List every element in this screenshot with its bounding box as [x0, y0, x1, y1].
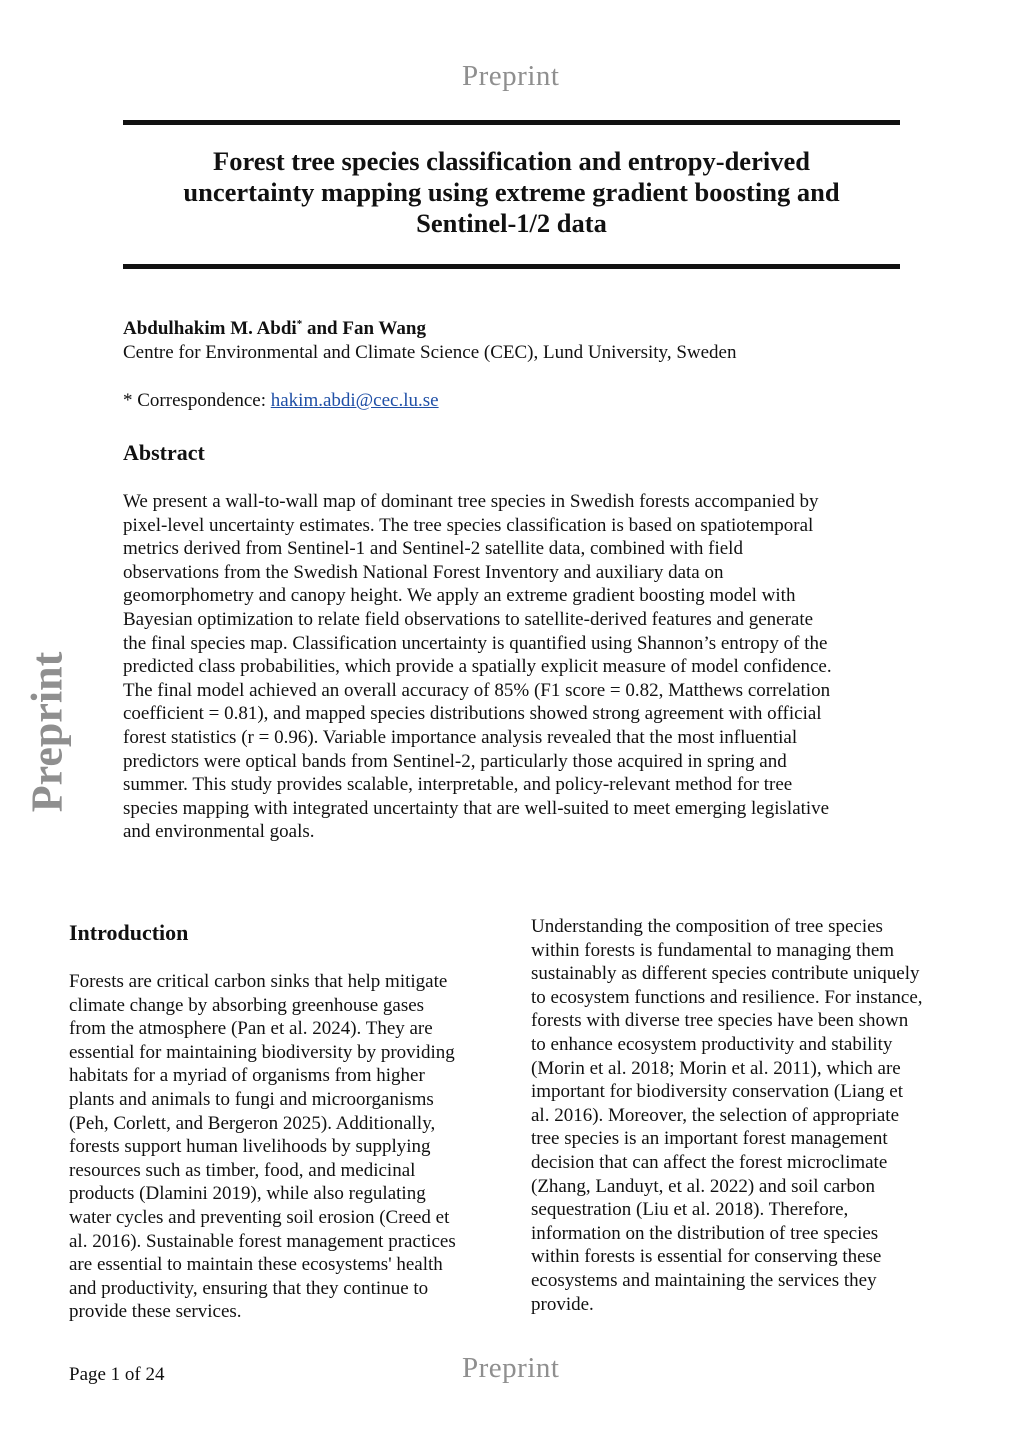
abstract-line: We present a wall-to-wall map of dominant tree species in Swedish forests accompanied by: [123, 491, 819, 512]
introduction-line: (Zhang, Landuyt, et al. 2022) and soil carbon: [531, 1175, 876, 1197]
paper-title-line: Sentinel-1/2 data: [416, 208, 607, 238]
introduction-line: and productivity, ensuring that they continue to: [69, 1277, 429, 1299]
introduction-line: (Morin et al. 2018; Morin et al. 2011), which are: [531, 1057, 901, 1079]
introduction-line: climate change by absorbing greenhouse gases: [69, 994, 425, 1016]
abstract-line: the final species map. Classification uncertainty is quantified using Shannon’s entropy of the: [123, 632, 828, 654]
abstract-body: [123, 490, 908, 844]
footer-watermark: Preprint: [462, 1352, 560, 1384]
affiliation: Centre for Environmental and Climate Science (CEC), Lund University, Sweden: [123, 342, 737, 363]
bottom-rule: [123, 264, 900, 269]
abstract-line: Bayesian optimization to relate field observations to satellite-derived features and generate: [123, 608, 814, 630]
side-watermark: Preprint: [22, 651, 72, 813]
introduction-line: products (Dlamini 2019), while also regulating: [69, 1183, 426, 1205]
introduction-line: al. 2016). Sustainable forest management practices: [69, 1230, 456, 1252]
introduction-line: habitats for a myriad of organisms from higher: [69, 1065, 425, 1087]
introduction-line: water cycles and preventing soil erosion (Creed et: [69, 1206, 450, 1228]
introduction-line: forests support human livelihoods by supplying: [69, 1136, 431, 1158]
introduction-line: from the atmosphere (Pan et al. 2024). They are: [69, 1018, 433, 1040]
correspondence-label: * Correspondence:: [123, 390, 271, 411]
header-watermark: Preprint: [462, 60, 560, 92]
introduction-line: forests with diverse tree species have been shown: [531, 1010, 909, 1032]
introduction-line: important for biodiversity conservation (Liang et: [531, 1081, 903, 1103]
corresponding-marker: *: [296, 318, 303, 330]
abstract-line: predicted class probabilities, which provide a spatially explicit measure of model confidence.: [123, 656, 832, 678]
author-name-abdi: Abdulhakim M. Abdi: [123, 318, 297, 339]
introduction-line: information on the distribution of tree species: [531, 1222, 879, 1244]
abstract-line: and environmental goals.: [123, 821, 315, 843]
abstract-line: summer. This study provides scalable, interpretable, and policy-relevant method for tree: [123, 774, 793, 796]
paper-title: [123, 146, 900, 239]
paper-title-line: uncertainty mapping using extreme gradient boosting and: [183, 177, 840, 207]
introduction-line: Understanding the composition of tree species: [531, 916, 883, 937]
introduction-line: al. 2016). Moreover, the selection of appropriate: [531, 1104, 900, 1126]
introduction-line: to ecosystem functions and resilience. For instance,: [531, 986, 923, 1008]
introduction-line: within forests is fundamental to managing them: [531, 939, 895, 961]
introduction-right-column: [531, 915, 971, 1316]
introduction-line: within forests is essential for conserving these: [531, 1246, 882, 1268]
abstract-line: species mapping with integrated uncertainty that are well-suited to meet emerging legislative: [123, 797, 830, 819]
correspondence-email-link[interactable]: hakim.abdi@cec.lu.se: [270, 390, 439, 411]
introduction-line: are essential to maintain these ecosystems' health: [69, 1254, 443, 1276]
introduction-line: tree species is an important forest management: [531, 1128, 888, 1150]
author-list: [123, 318, 426, 340]
introduction-line: ecosystems and maintaining the services they: [531, 1269, 877, 1291]
page-number: Page 1 of 24: [69, 1364, 165, 1385]
introduction-line: sustainably as different species contribute uniquely: [531, 963, 920, 985]
introduction-heading: Introduction: [69, 920, 189, 945]
abstract-line: geomorphometry and canopy height. We apply an extreme gradient boosting model with: [123, 585, 796, 607]
introduction-line: provide.: [531, 1293, 594, 1315]
author-name-wang: and Fan Wang: [302, 318, 426, 339]
abstract-line: The final model achieved an overall accuracy of 85% (F1 score = 0.82, Matthews correlation: [123, 679, 831, 701]
abstract-line: observations from the Swedish National Forest Inventory and auxiliary data on: [123, 561, 724, 583]
abstract-line: forest statistics (r = 0.96). Variable importance analysis revealed that the most influential: [123, 726, 798, 748]
introduction-line: resources such as timber, food, and medicinal: [69, 1159, 416, 1181]
paper-title-line: Forest tree species classification and entropy-derived: [213, 146, 810, 176]
introduction-line: (Peh, Corlett, and Bergeron 2025). Additionally,: [69, 1112, 436, 1134]
introduction-line: decision that can affect the forest microclimate: [531, 1151, 888, 1173]
abstract-heading: Abstract: [123, 440, 205, 465]
introduction-line: provide these services.: [69, 1301, 242, 1323]
abstract-line: predictors were optical bands from Sentinel-2, particularly those acquired in spring and: [123, 750, 787, 772]
introduction-line: essential for maintaining biodiversity by providing: [69, 1041, 455, 1063]
introduction-line: plants and animals to fungi and microorganisms: [69, 1088, 434, 1110]
correspondence: [123, 390, 439, 412]
introduction-left-column: [69, 970, 509, 1324]
abstract-line: pixel-level uncertainty estimates. The tree species classification is based on spatiotemporal: [123, 514, 814, 536]
introduction-line: to enhance ecosystem productivity and stability: [531, 1033, 893, 1055]
abstract-line: metrics derived from Sentinel-1 and Sentinel-2 satellite data, combined with field: [123, 538, 743, 560]
abstract-line: coefficient = 0.81), and mapped species distributions showed strong agreement with official: [123, 703, 822, 725]
introduction-line: sequestration (Liu et al. 2018). Therefore,: [531, 1199, 849, 1221]
top-rule: [123, 120, 900, 125]
introduction-line: Forests are critical carbon sinks that help mitigate: [69, 971, 448, 992]
